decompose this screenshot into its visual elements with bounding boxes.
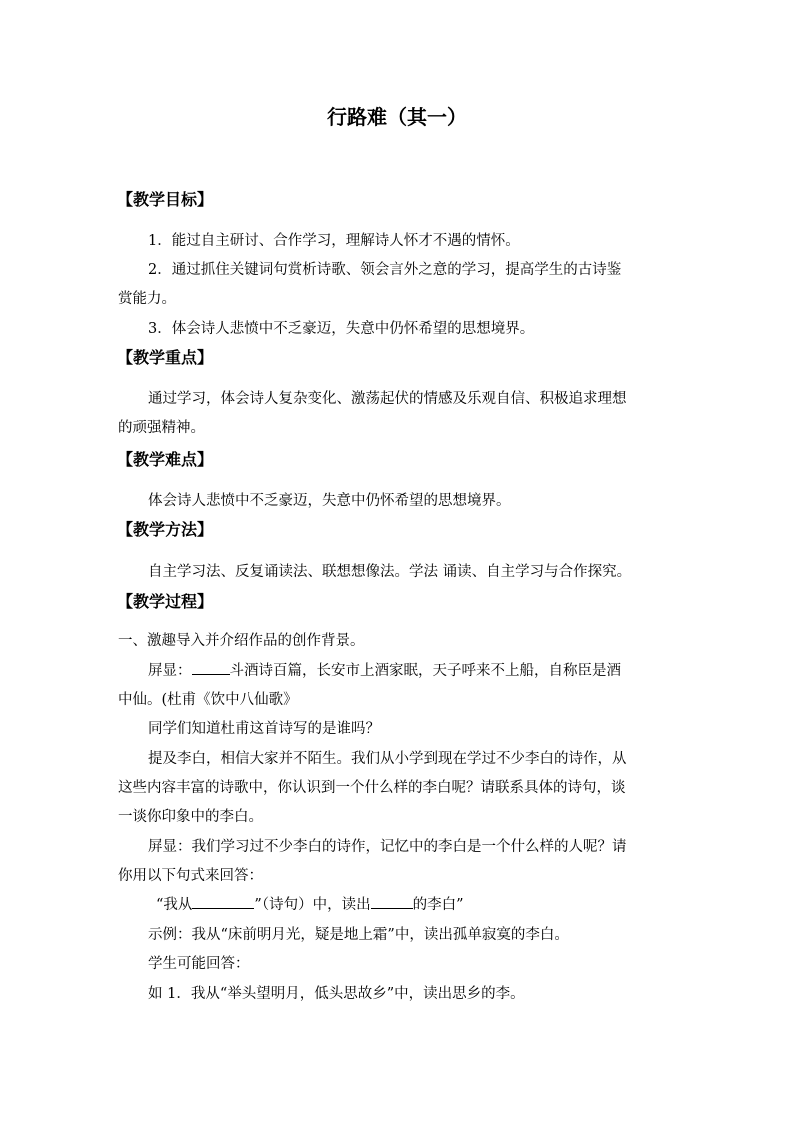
difficulties-line-1: 体会诗人悲愤中不乏豪迈，失意中仍怀希望的思想境界。 [148,493,511,509]
difficulties-heading: 【教学难点】 [117,450,214,469]
teacher-question: 同学们知道杜甫这首诗写的是谁吗？ [148,721,380,737]
pattern-part-3: 的李白” [412,897,464,913]
example-line: 示例：我从“床前明月光，疑是地上霜”中，读出孤单寂寞的李白。 [148,927,569,943]
screen2-line-2: 你用以下句式来回答： [118,868,263,884]
fill-blank [192,660,230,675]
screen2-line-1: 屏显：我们学习过不少李白的诗作，记忆中的李白是一个什么样的人呢？请 [148,839,627,855]
goal-item-3: 3．体会诗人悲愤中不乏豪迈，失意中仍怀希望的思想境界。 [148,321,535,337]
key-points-line-2: 的顽强精神。 [118,420,205,436]
goal-item-1: 1．能过自主研讨、合作学习，理解诗人怀才不遇的情怀。 [148,233,520,249]
goal-item-2-cont: 赏能力。 [118,291,176,307]
page-title: 行路难（其一） [327,105,467,129]
paragraph-line-3: 一谈你印象中的李白。 [118,809,263,825]
key-points-heading: 【教学重点】 [117,348,214,367]
fill-blank [192,894,254,909]
pattern-part-1: “我从 [156,897,193,913]
answer-pattern [156,894,464,916]
answer-intro: 学生可能回答： [148,956,250,972]
process-heading: 【教学过程】 [117,592,214,611]
pattern-part-2: ”（诗句）中，读出 [254,897,371,913]
answer-1: 如 1．我从“举头望明月，低头思故乡”中，读出思乡的李。 [148,986,525,1002]
methods-heading: 【教学方法】 [117,520,214,539]
methods-line-1: 自主学习法、反复诵读法、联想想像法。学法 诵读、自主学习与合作探究。 [148,564,632,580]
screen-quote-line-2: 中仙。(杜甫《饮中八仙歌》 [118,692,298,708]
screen-quote-line-1 [148,660,621,682]
process-intro: 一、激趣导入并介绍作品的创作背景。 [118,633,365,649]
paragraph-line-1: 提及李白，相信大家并不陌生。我们从小学到现在学过不少李白的诗作，从 [148,751,627,767]
screen-quote-text: 斗酒诗百篇，长安市上酒家眠，天子呼来不上船，自称臣是酒 [229,663,621,679]
paragraph-line-2: 这些内容丰富的诗歌中，你认识到一个什么样的李白呢？请联系具体的诗句，谈 [118,780,626,796]
screen-label: 屏显： [148,663,192,679]
key-points-line-1: 通过学习，体会诗人复杂变化、激荡起伏的情感及乐观自信、积极追求理想 [148,391,627,407]
goals-heading: 【教学目标】 [117,190,214,209]
goal-item-2: 2．通过抓住关键词句赏析诗歌、领会言外之意的学习，提高学生的古诗鉴 [148,262,622,278]
fill-blank [371,894,413,909]
